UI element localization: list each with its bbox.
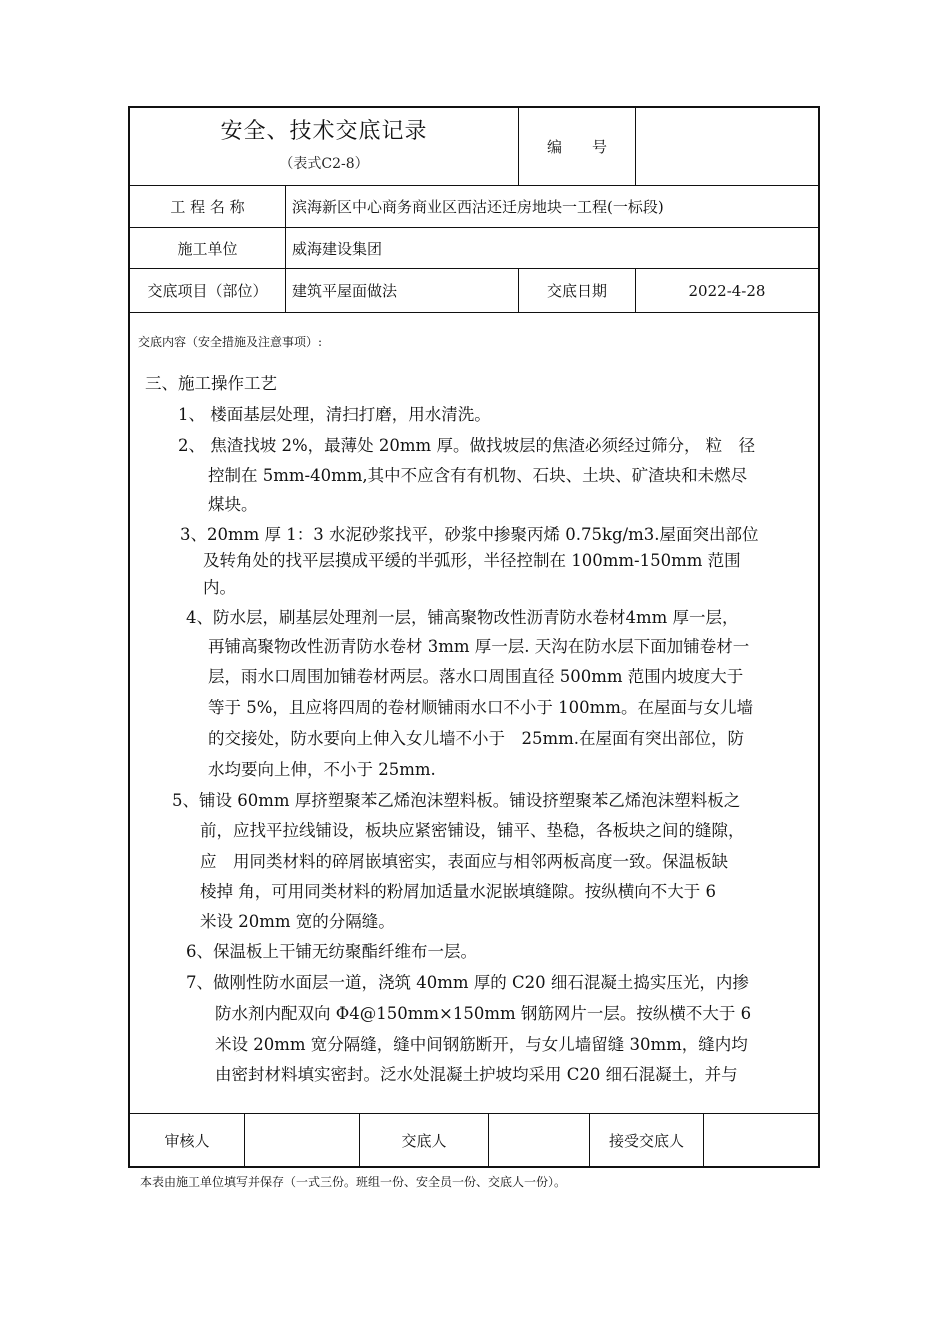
content-line: 水均要向上伸，不小于 25mm. (208, 760, 436, 779)
number-label: 编 号 (546, 137, 607, 156)
content-line: 等于 5%，且应将四周的卷材顺铺雨水口不小于 100mm。在屋面与女儿墙 (208, 698, 753, 717)
rule-item-bottom (129, 312, 819, 313)
discloser-signature (489, 1114, 589, 1167)
receiver-label: 接受交底人 (608, 1132, 684, 1150)
content-line: 及转角处的找平层摸成平缓的半弧形，半径控制在 100mm-150mm 范围 (203, 551, 741, 570)
content-line: 防水剂内配双向 Φ4@150mm×150mm 钢筋网片一层。按纵横不大于 6 (215, 1004, 752, 1023)
contractor-value: 威海建设集团 (292, 239, 383, 258)
reviewer-signature (245, 1114, 359, 1167)
content-line: 1、 楼面基层处理，清扫打磨，用水清洗。 (178, 405, 491, 424)
content-label: 交底内容（安全措施及注意事项）: (138, 335, 323, 349)
item-value: 建筑平屋面做法 (292, 282, 398, 300)
content-line: 米设 20mm 宽的分隔缝。 (200, 912, 395, 931)
contractor-label: 施工单位 (177, 239, 238, 258)
receiver-signature (704, 1114, 818, 1167)
project-name-value: 滨海新区中心商务商业区西沽还迁房地块一工程(一标段) (292, 198, 664, 216)
content-line: 4、防水层，刷基层处理剂一层，铺高聚物改性沥青防水卷材4mm 厚一层， (186, 608, 739, 627)
content-line: 7、做刚性防水面层一道，浇筑 40mm 厚的 C20 细石混凝土捣实压光，内掺 (186, 973, 749, 992)
form-code: （表式C2-8） (279, 156, 369, 172)
content-line: 米设 20mm 宽分隔缝，缝中间钢筋断开，与女儿墙留缝 30mm，缝内均 (215, 1035, 748, 1054)
content-line: 层，雨水口周围加铺卷材两层。落水口周围直径 500mm 范围内坡度大于 (208, 667, 744, 686)
content-line: 煤块。 (208, 495, 258, 514)
content-line: 内。 (203, 578, 236, 597)
content-line: 5、铺设 60mm 厚挤塑聚苯乙烯泡沫塑料板。铺设挤塑聚苯乙烯泡沫塑料板之 (172, 791, 741, 810)
discloser-label: 交底人 (401, 1132, 447, 1150)
reviewer-label: 审核人 (164, 1132, 210, 1150)
content-line: 2、 焦渣找坡 2%，最薄处 20mm 厚。做找坡层的焦渣必须经过筛分， 粒 径 (178, 436, 756, 455)
content-line: 再铺高聚物改性沥青防水卷材 3mm 厚一层. 天沟在防水层下面加铺卷材一 (208, 637, 750, 656)
content-line: 控制在 5mm-40mm,其中不应含有有机物、石块、土块、矿渣块和未燃尽 (208, 466, 748, 485)
item-label: 交底项目（部位） (147, 282, 268, 300)
footer-note: 本表由施工单位填写并保存（一式三份。班组一份、安全员一份、交底人一份）。 (140, 1175, 567, 1189)
date-value: 2022-4-28 (688, 281, 766, 300)
content-line: 由密封材料填实密封。泛水处混凝土护坡均采用 C20 细石混凝土，并与 (215, 1065, 738, 1084)
content-line: 应 用同类材料的碎屑嵌填密实，表面应与相邻两板高度一致。保温板缺 (200, 852, 728, 871)
content-line: 3、20mm 厚 1：3 水泥砂浆找平，砂浆中掺聚丙烯 0.75kg/m3.屋面突出部位 (180, 525, 759, 544)
content-line: 的交接处，防水要向上伸入女儿墙不小于 25mm.在屋面有突出部位，防 (208, 729, 745, 748)
date-label: 交底日期 (546, 282, 607, 300)
section-heading: 三、施工操作工艺 (145, 374, 277, 393)
content-line: 6、保温板上干铺无纺聚酯纤维布一层。 (186, 942, 477, 961)
content-line: 前，应找平拉线铺设，板块应紧密铺设，铺平、垫稳，各板块之间的缝隙， (200, 821, 745, 840)
number-value (636, 107, 818, 185)
content-line: 棱掉 角，可用同类材料的粉屑加适量水泥嵌填缝隙。按纵横向不大于 6 (200, 882, 716, 901)
project-name-label: 工 程 名 称 (170, 198, 245, 216)
form-title: 安全、技术交底记录 (220, 118, 428, 144)
